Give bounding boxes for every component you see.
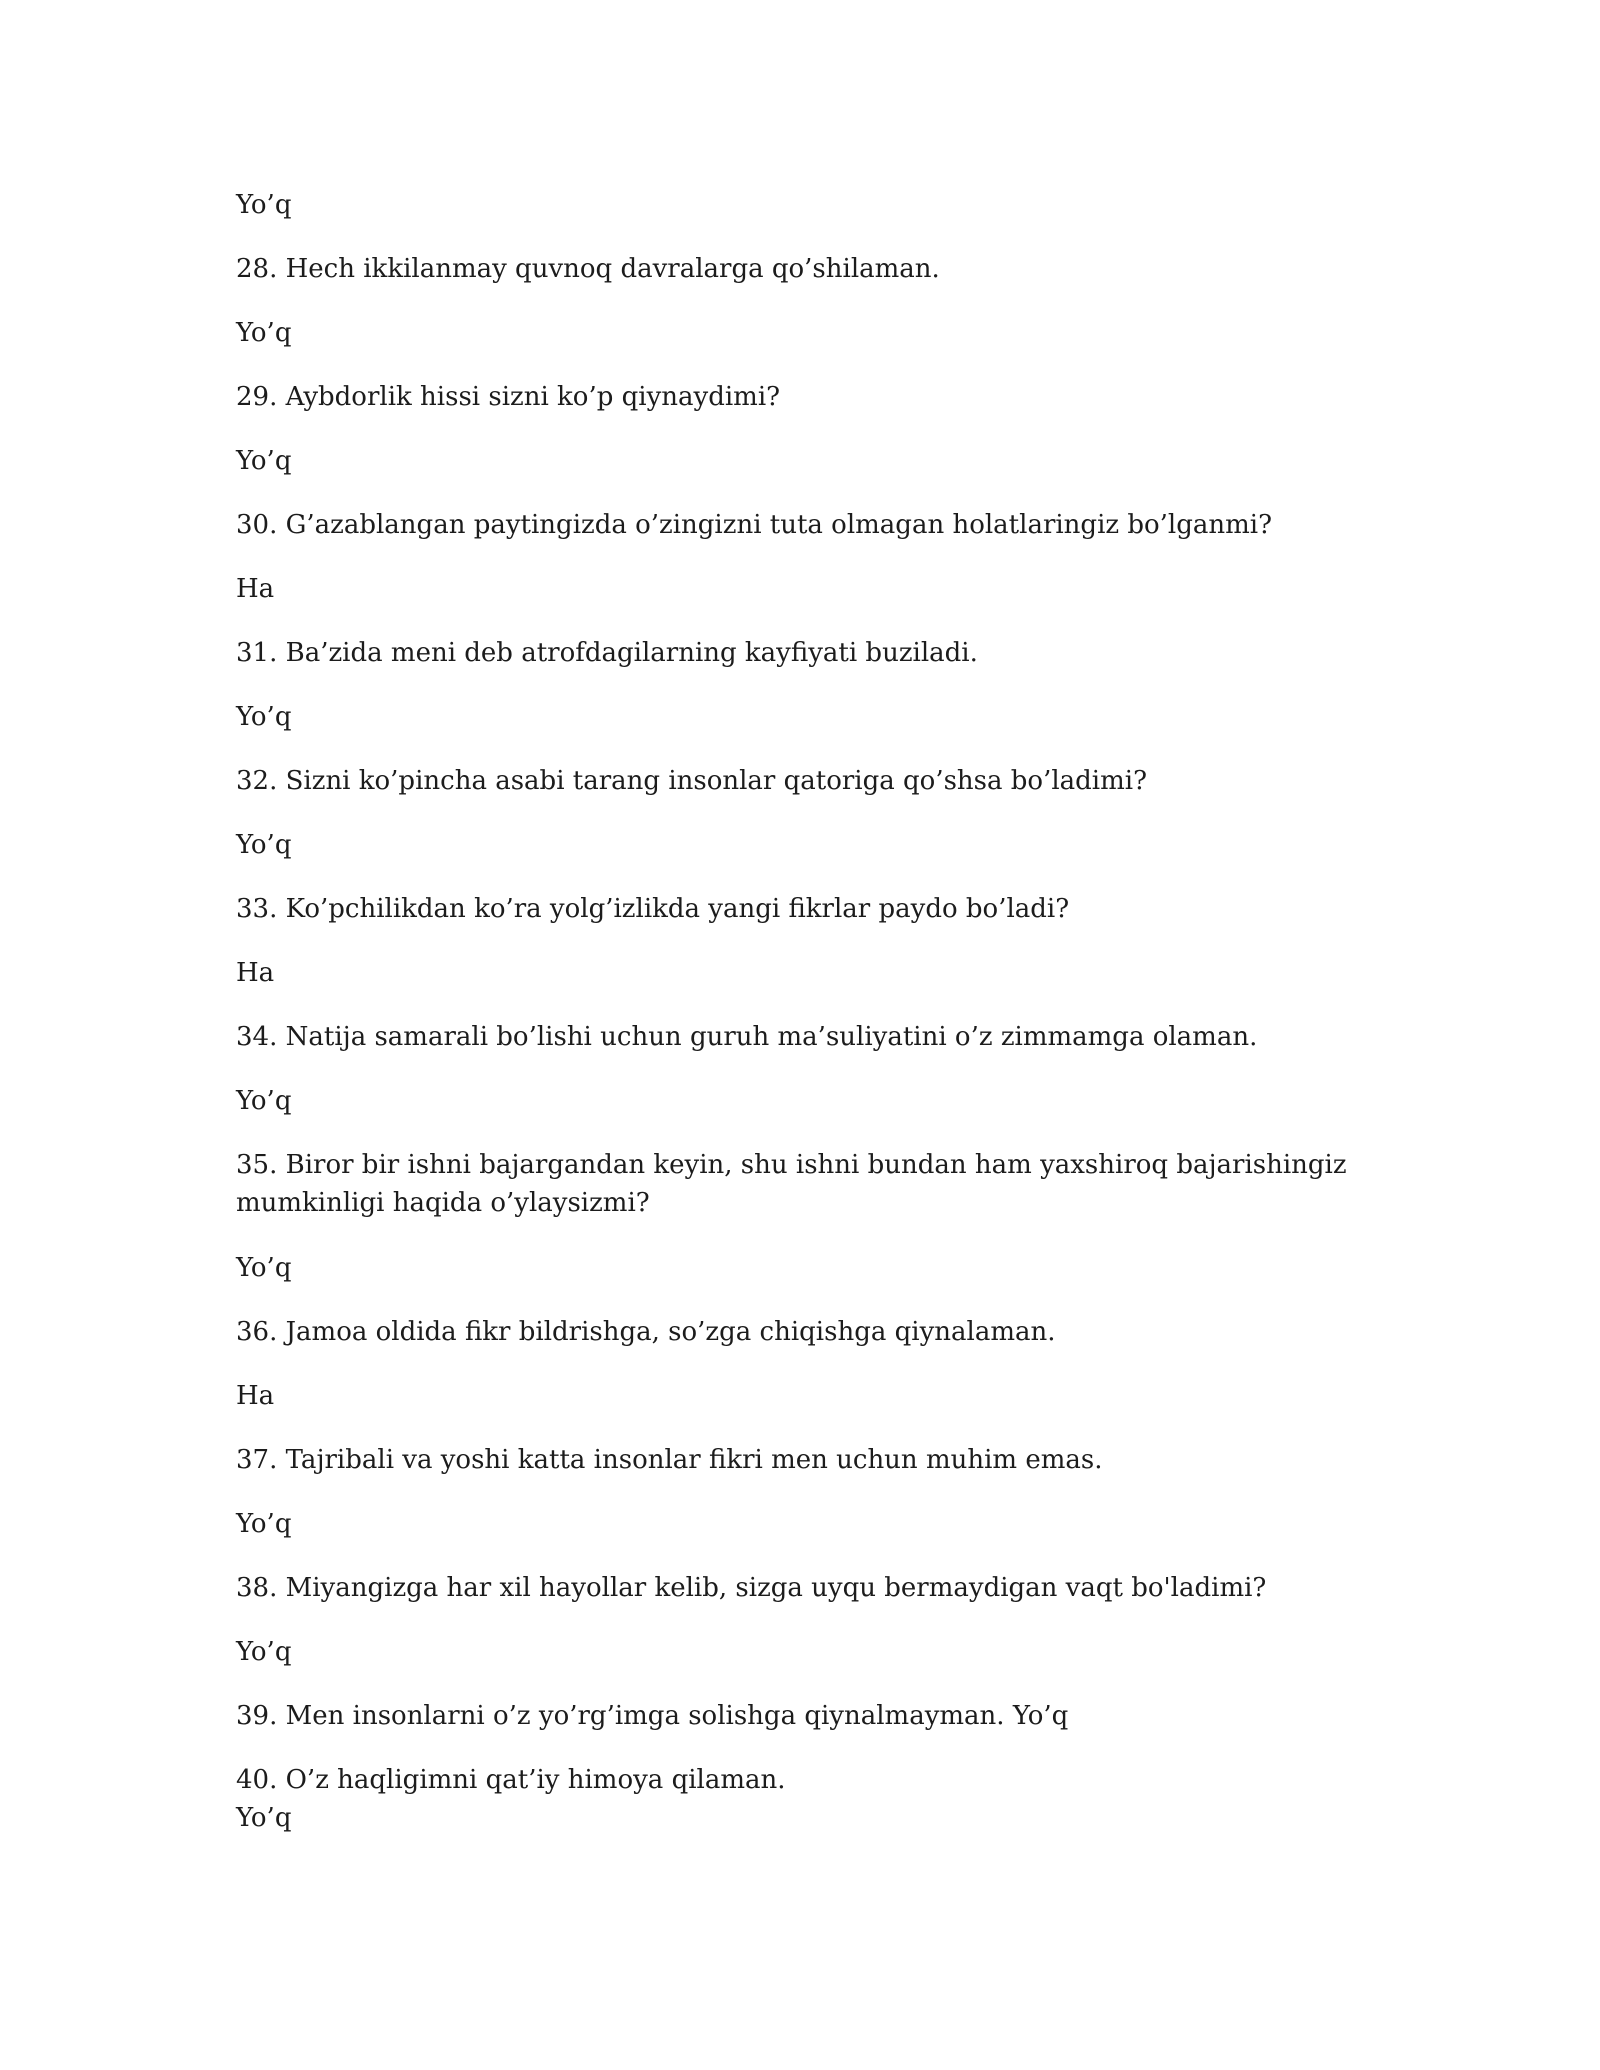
question-28: 28. Hech ikkilanmay quvnoq davralarga qo’shilaman. bbox=[236, 254, 940, 284]
question-33: 33. Ko’pchilikdan ko’ra yolg’izlikda yangi fikrlar paydo bo’ladi? bbox=[236, 894, 1070, 924]
question-30: 30. G’azablangan paytingizda o’zingizni tuta olmagan holatlaringiz bo’lganmi? bbox=[236, 510, 1273, 540]
answer-28: Yo’q bbox=[236, 318, 292, 348]
question-31: 31. Ba’zida meni deb atrofdagilarning kayfiyati buziladi. bbox=[236, 638, 978, 668]
answer-33: Ha bbox=[236, 958, 275, 988]
question-38: 38. Miyangizga har xil hayollar kelib, sizga uyqu bermaydigan vaqt bo'ladimi? bbox=[236, 1573, 1267, 1603]
answer-29: Yo’q bbox=[236, 446, 292, 476]
question-32: 32. Sizni ko’pincha asabi tarang insonlar qatoriga qo’shsa bo’ladimi? bbox=[236, 766, 1148, 796]
question-36: 36. Jamoa oldida fikr bildrishga, so’zga chiqishga qiynalaman. bbox=[236, 1317, 1056, 1347]
answer-38: Yo’q bbox=[236, 1637, 292, 1667]
question-39: 39. Men insonlarni o’z yo’rg’imga solishga qiynalmayman. Yo’q bbox=[236, 1701, 1069, 1731]
answer-37: Yo’q bbox=[236, 1509, 292, 1539]
answer-32: Yo’q bbox=[236, 830, 292, 860]
answer-40: Yo’q bbox=[236, 1803, 292, 1833]
question-35-line-2: mumkinligi haqida o’ylaysizmi? bbox=[236, 1188, 650, 1218]
answer-36: Ha bbox=[236, 1381, 275, 1411]
answer-27: Yo’q bbox=[236, 190, 292, 220]
question-29: 29. Aybdorlik hissi sizni ko’p qiynaydimi? bbox=[236, 382, 781, 412]
question-34: 34. Natija samarali bo’lishi uchun guruh ma’suliyatini o’z zimmamga olaman. bbox=[236, 1022, 1258, 1052]
answer-31: Yo’q bbox=[236, 702, 292, 732]
question-37: 37. Tajribali va yoshi katta insonlar fikri men uchun muhim emas. bbox=[236, 1445, 1103, 1475]
answer-34: Yo’q bbox=[236, 1086, 292, 1116]
question-35-line-1: 35. Biror bir ishni bajargandan keyin, shu ishni bundan ham yaxshiroq bajarishingiz bbox=[236, 1150, 1347, 1180]
answer-35: Yo’q bbox=[236, 1253, 292, 1283]
question-40: 40. O’z haqligimni qat’iy himoya qilaman. bbox=[236, 1765, 786, 1795]
answer-30: Ha bbox=[236, 574, 275, 604]
